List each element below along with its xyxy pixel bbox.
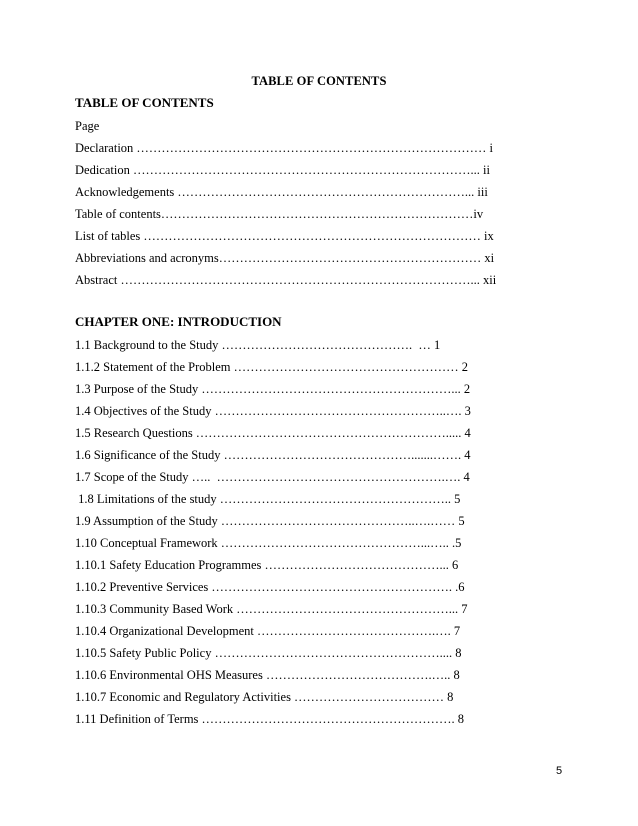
page-number: 5 <box>556 765 563 777</box>
toc-entry: 1.10.7 Economic and Regulatory Activities ……………………………… 8 <box>75 690 454 704</box>
toc-entry: 1.7 Scope of the Study ….. ……………………………………………….…. 4 <box>75 470 470 484</box>
page-title: TABLE OF CONTENTS <box>251 74 387 88</box>
toc-entry-table-of-contents: Table of contents…………………………………………………………………iv <box>75 207 484 221</box>
toc-entry: 1.9 Assumption of the Study ………………………………………..….…… 5 <box>75 514 465 528</box>
toc-entry-acknowledgements: Acknowledgements ……………………………………………………………... iii <box>75 185 488 199</box>
toc-entry-declaration: Declaration ………………………………………………………………………… i <box>75 141 494 155</box>
toc-entry: 1.8 Limitations of the study ……………………………………………….. 5 <box>75 492 461 506</box>
page-column-label: Page <box>75 119 100 133</box>
toc-entry-list-of-tables: List of tables ……………………………………………………………………… ix <box>75 229 494 243</box>
toc-entry: 1.10.4 Organizational Development …………………………………….…. 7 <box>75 624 461 638</box>
toc-entry: 1.1.2 Statement of the Problem ……………………………………………… 2 <box>75 360 469 374</box>
toc-entry-dedication: Dedication ………………………………………………………………………... ii <box>75 163 490 177</box>
toc-entry: 1.10.2 Preventive Services …………………………………………………. .6 <box>75 580 465 594</box>
toc-entry: 1.11 Definition of Terms ……………………………………………………. 8 <box>75 712 465 726</box>
toc-entry: 1.10.5 Safety Public Policy ……………………………………………….... 8 <box>75 646 462 660</box>
toc-entry: 1.3 Purpose of the Study ……………………………………………………... 2 <box>75 382 471 396</box>
toc-heading: TABLE OF CONTENTS <box>75 95 214 110</box>
toc-entry: 1.10.6 Environmental OHS Measures ………………………………….….. 8 <box>75 668 460 682</box>
toc-entry: 1.10.1 Safety Education Programmes ……………………………………... 6 <box>75 558 459 572</box>
toc-entry: 1.6 Significance of the Study ……………………………………….......……. 4 <box>75 448 471 462</box>
toc-entry: 1.5 Research Questions ……………………………………………………..... 4 <box>75 426 471 440</box>
toc-entry-abbreviations: Abbreviations and acronyms……………………………………………………… xi <box>75 251 495 265</box>
toc-entry: 1.10.3 Community Based Work ……………………………………………... 7 <box>75 602 468 616</box>
toc-entry-abstract: Abstract …………………………………………………………………………... xii <box>75 273 497 287</box>
toc-entry: 1.4 Objectives of the Study ………………………………………………..…. 3 <box>75 404 471 418</box>
toc-entry: 1.1 Background to the Study ………………………………………. … 1 <box>75 338 441 352</box>
chapter-heading: CHAPTER ONE: INTRODUCTION <box>75 314 282 329</box>
toc-entry: 1.10 Conceptual Framework …………………………………………...….. .5 <box>75 536 462 550</box>
